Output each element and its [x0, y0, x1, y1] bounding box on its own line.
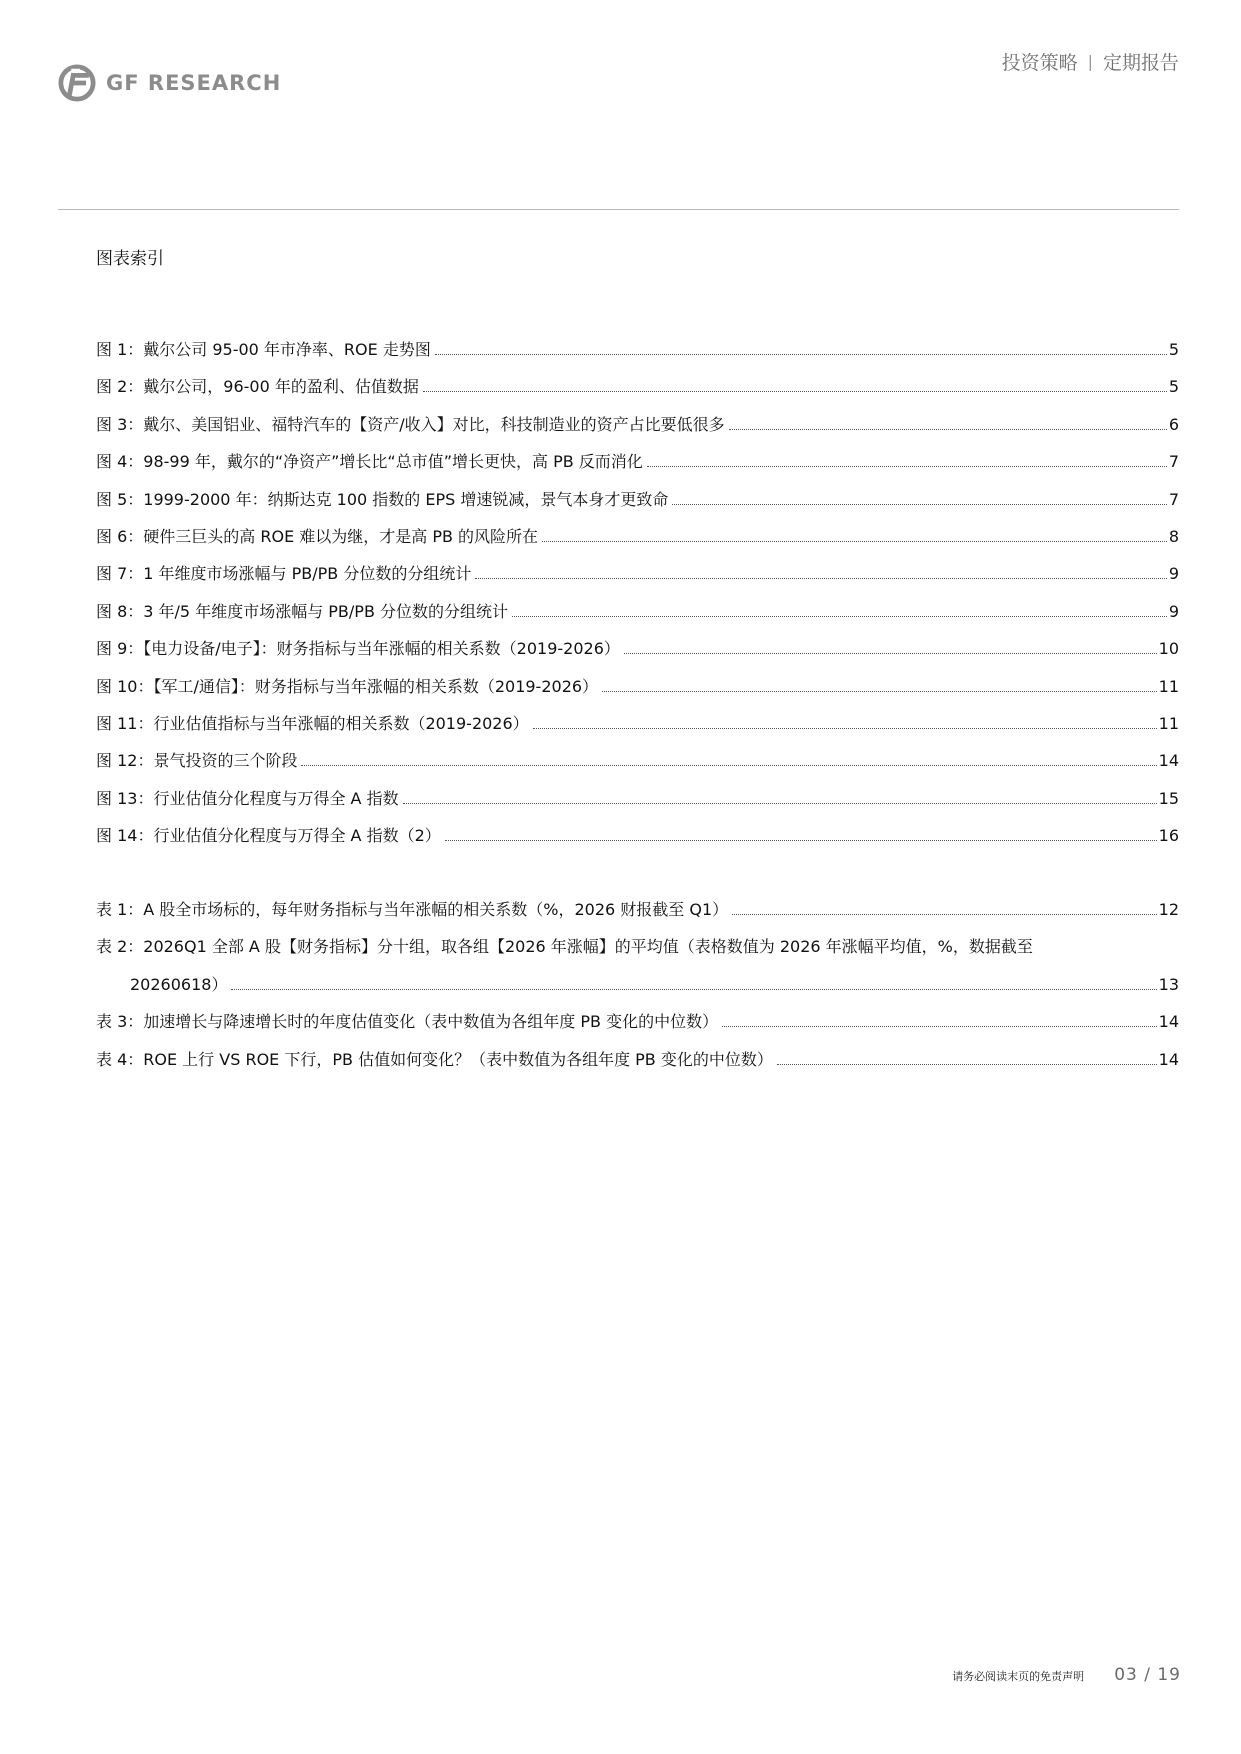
toc-entry-label: 图 9：【电力设备/电子】：财务指标与当年涨幅的相关系数（2019-2026）: [96, 639, 620, 659]
toc-entry-label: 图 7：1 年维度市场涨幅与 PB/PB 分位数的分组统计: [96, 564, 472, 584]
toc-entry-page: 5: [1168, 340, 1179, 359]
toc-leader-dots: [475, 578, 1166, 579]
toc-entry-label: 图 8：3 年/5 年维度市场涨幅与 PB/PB 分位数的分组统计: [96, 601, 509, 621]
toc-entry-page: 11: [1158, 713, 1179, 733]
toc-entry-label: 图 1：戴尔公司 95-00 年市净率、ROE 走势图: [96, 340, 431, 359]
figure-index-entry[interactable]: [96, 449, 1179, 486]
toc-leader-dots: [647, 466, 1167, 467]
footer-disclaimer: 请务必阅读末页的免责声明: [952, 1670, 1085, 1683]
toc-leader-dots: [301, 765, 1156, 766]
figure-index-entry[interactable]: [96, 524, 1179, 561]
toc-leader-dots: [403, 803, 1157, 804]
figure-index-entry[interactable]: [96, 636, 1179, 673]
toc-entry-label: 图 13：行业估值分化程度与万得全 A 指数: [96, 788, 399, 808]
toc-entry-page: 8: [1168, 526, 1179, 546]
toc-entry-page: 11: [1158, 676, 1179, 696]
toc-leader-dots: [435, 354, 1167, 355]
report-type: 定期报告: [1102, 52, 1179, 74]
toc-entry-page: 10: [1158, 639, 1179, 659]
brand-name: GF RESEARCH: [106, 71, 282, 95]
toc-entry-label: 图 11：行业估值指标与当年涨幅的相关系数（2019-2026）: [96, 713, 529, 733]
section-title: 图表索引: [96, 249, 164, 269]
toc-entry-continuation: [96, 972, 1179, 1009]
figure-index-entry[interactable]: [96, 561, 1179, 598]
table-index-entry[interactable]: [96, 897, 1179, 934]
toc-leader-dots: [231, 989, 1156, 990]
toc-leader-dots: [729, 429, 1167, 430]
figure-index-entry[interactable]: [96, 711, 1179, 748]
figure-index-entry[interactable]: [96, 748, 1179, 785]
toc-entry-label: 图 14：行业估值分化程度与万得全 A 指数（2）: [96, 826, 441, 846]
toc-entry-label: 表 4：ROE 上行 VS ROE 下行，PB 估值如何变化？（表中数值为各组年度 PB 变化的中位数）: [96, 1049, 773, 1069]
toc-entry-page: 14: [1158, 751, 1179, 771]
toc-entry-page: 9: [1168, 601, 1179, 621]
header-logo: [58, 64, 281, 102]
toc-entry-page: 6: [1168, 414, 1179, 434]
figure-index-entry[interactable]: [96, 599, 1179, 636]
toc-entry-page: 14: [1158, 1012, 1179, 1032]
header-separator: |: [1087, 52, 1093, 71]
toc-leader-dots: [445, 840, 1157, 841]
figure-index-entry[interactable]: [96, 374, 1179, 411]
toc-leader-dots: [732, 914, 1156, 915]
figure-index-entry[interactable]: [96, 337, 1179, 374]
toc-entry-label: 图 5：1999-2000 年：纳斯达克 100 指数的 EPS 增速锐减，景气本身才更致命: [96, 489, 669, 509]
figure-index-entry[interactable]: [96, 412, 1179, 449]
figure-index-entry[interactable]: [96, 674, 1179, 711]
toc-leader-dots: [602, 691, 1157, 692]
toc-entry-label: 表 2：2026Q1 全部 A 股【财务指标】分十组，取各组【2026 年涨幅】的平均值（表格数值为 2026 年涨幅平均值，%，数据截至: [96, 937, 1033, 957]
table-index-entry[interactable]: [96, 1009, 1179, 1046]
toc-entry-page: 14: [1158, 1049, 1179, 1069]
toc-entry-page: 16: [1158, 826, 1179, 846]
page-number: 03 / 19: [1114, 1665, 1181, 1685]
toc-entry-label: 图 3：戴尔、美国铝业、福特汽车的【资产/收入】对比，科技制造业的资产占比要低很多: [96, 414, 725, 434]
toc-entry-page: 12: [1158, 900, 1179, 919]
table-index-entry[interactable]: [96, 1047, 1179, 1084]
toc-entry-page: 15: [1158, 788, 1179, 808]
header-divider: [58, 209, 1179, 210]
toc-entry-label: 图 10：【军工/通信】：财务指标与当年涨幅的相关系数（2019-2026）: [96, 676, 599, 696]
toc-entry-label-cont: 20260618）: [130, 974, 228, 994]
toc-entry-page: 13: [1158, 974, 1179, 994]
figure-index-entry[interactable]: [96, 786, 1179, 823]
toc-leader-dots: [672, 504, 1166, 505]
toc-entry-label: 表 1：A 股全市场标的，每年财务指标与当年涨幅的相关系数（%，2026 财报截至 Q1）: [96, 900, 729, 919]
figure-index-list: [96, 337, 1179, 860]
toc-entry-page: 7: [1168, 452, 1179, 472]
table-index-list: [96, 897, 1179, 1084]
toc-entry-label: 表 3：加速增长与降速增长时的年度估值变化（表中数值为各组年度 PB 变化的中位数）: [96, 1012, 719, 1032]
toc-leader-dots: [777, 1064, 1157, 1065]
report-category-header: [1002, 48, 1179, 75]
table-index-entry[interactable]: [96, 934, 1179, 1009]
toc-leader-dots: [542, 541, 1167, 542]
toc-entry-page: 5: [1168, 377, 1179, 397]
toc-leader-dots: [722, 1026, 1157, 1027]
toc-entry-page: 7: [1168, 489, 1179, 509]
toc-entry-page: 9: [1168, 564, 1179, 584]
report-category: 投资策略: [1001, 52, 1078, 74]
toc-entry-label: 图 6：硬件三巨头的高 ROE 难以为继，才是高 PB 的风险所在: [96, 526, 539, 546]
toc-entry-label: 图 12：景气投资的三个阶段: [96, 751, 298, 771]
toc-leader-dots: [533, 728, 1157, 729]
toc-entry-label: 图 4：98-99 年，戴尔的“净资产”增长比“总市值”增长更快，高 PB 反而消化: [96, 452, 643, 472]
toc-leader-dots: [512, 616, 1167, 617]
toc-leader-dots: [423, 391, 1167, 392]
page-footer: [952, 1665, 1181, 1685]
gf-logo-icon: [58, 64, 96, 102]
figure-index-entry[interactable]: [96, 487, 1179, 524]
toc-entry-label: 图 2：戴尔公司，96-00 年的盈利、估值数据: [96, 377, 419, 397]
figure-index-entry[interactable]: [96, 823, 1179, 860]
toc-leader-dots: [624, 653, 1157, 654]
